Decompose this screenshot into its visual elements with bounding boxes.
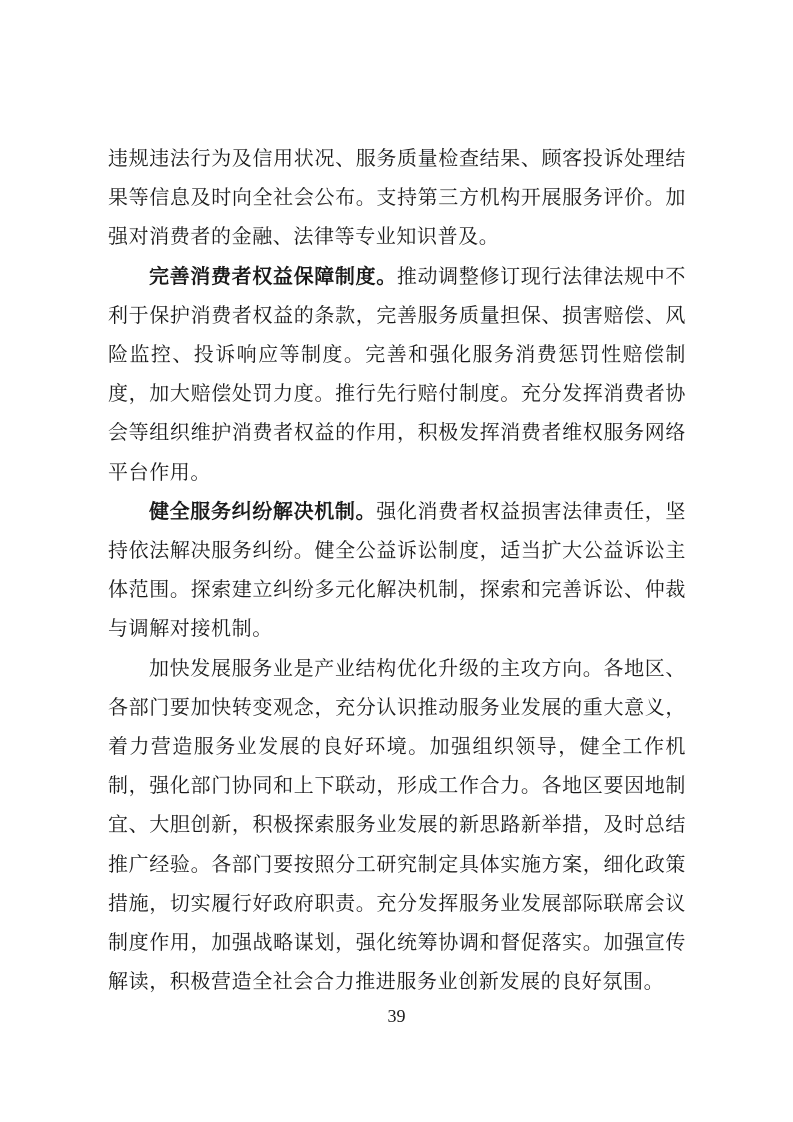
paragraph-text: 推动调整修订现行法律法规中不利于保护消费者权益的条款，完善服务质量担保、损害赔偿、风险监控、投诉响应等制度。完善和强化服务消费惩罚性赔偿制度，加大赔偿处罚力度。推行先行赔付制度。充分发挥消费者协会等组织维护消费者权益的作用，积极发挥消费者维权服务网络平台作用。 [108,263,686,484]
paragraph-lead: 健全服务纠纷解决机制。 [149,498,377,523]
paragraph-conclusion [108,649,686,1002]
paragraph-consumer-rights [108,257,686,492]
paragraph-text: 违规违法行为及信用状况、服务质量检查结果、顾客投诉处理结果等信息及时向全社会公布。支持第三方机构开展服务评价。加强对消费者的金融、法律等专业知识普及。 [108,146,686,249]
paragraph-text: 强化消费者权益损害法律责任，坚持依法解决服务纠纷。健全公益诉讼制度，适当扩大公益诉讼主体范围。探索建立纠纷多元化解决机制，探索和完善诉讼、仲裁与调解对接机制。 [108,498,686,641]
body-text [108,139,686,1001]
paragraph-continuation [108,139,686,257]
paragraph-lead: 完善消费者权益保障制度。 [149,263,397,288]
paragraph-text: 加快发展服务业是产业结构优化升级的主攻方向。各地区、各部门要加快转变观念，充分认识推动服务业发展的重大意义，着力营造服务业发展的良好环境。加强组织领导，健全工作机制，强化部门协同和上下联动，形成工作合力。各地区要因地制宜、大胆创新，积极探索服务业发展的新思路新举措，及时总结推广经验。各部门要按照分工研究制定具体实施方案，细化政策措施，切实履行好政府职责。充分发挥服务业发展部际联席会议制度作用，加强战略谋划，强化统筹协调和督促落实。加强宣传解读，积极营造全社会合力推进服务业创新发展的良好氛围。 [108,655,686,994]
paragraph-dispute-resolution [108,492,686,649]
page-number: 39 [387,1006,406,1026]
